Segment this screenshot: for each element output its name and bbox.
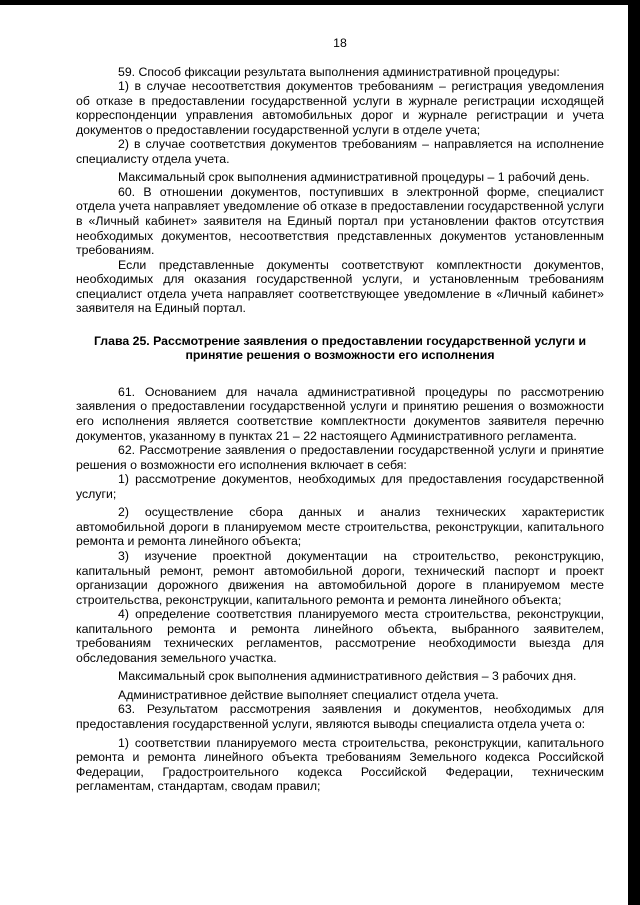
paragraph-62: 62. Рассмотрение заявления о предоставлении государственной услуги и принятие решения о возможности его исполнения включает в себя: [76, 443, 604, 472]
paragraph-59-max-term: Максимальный срок выполнения административной процедуры – 1 рабочий день. [118, 170, 590, 185]
paragraph-59-item-1: 1) в случае несоответствия документов требованиям – регистрация уведомления об отказе в предоставлении государственной услуги в журнале регистрации исходящей корреспонденции управления автомобильных дорог и журнале регистрации и учета документов о предоставлении государственной услуги в отделе учета; [76, 79, 604, 137]
paragraph-63-item-1: 1) соответствии планируемого места строительства, реконструкции, капитального ремонта и ремонта линейного объекта требованиям Земельного кодекса Российской Федерации, Градостроительного кодекса Российской Федерации, техническим регламентам, стандартам, сводам правил; [76, 735, 604, 794]
paragraph-62-item-4: 4) определение соответствия планируемого места строительства, реконструкции, капитального ремонта и ремонта линейного объекта, выбранного заявителем, требованиям технических регламентов, рассмотрение необходимости выезда для обследования земельного участка. [76, 607, 604, 665]
paragraph-62-executor: Административное действие выполняет специалист отдела учета. [118, 687, 499, 702]
paragraph-61: 61. Основанием для начала административной процедуры по рассмотрению заявления о предоставлении государственной услуги и принятию решения о возможности его исполнения является соответствие комплектности документов заявителя перечню документов, указанному в пунктах 21 – 22 настоящего Административного регламента. [76, 384, 604, 443]
paragraph-59: 59. Способ фиксации результата выполнения административной процедуры: [118, 64, 560, 79]
chapter-heading-line-2: принятие решения о возможности его исполнения [185, 348, 495, 363]
page-number: 18 [333, 36, 347, 50]
paragraph-60: 60. В отношении документов, поступивших в электронной форме, специалист отдела учета направляет уведомление об отказе в предоставлении государственной услуги в «Личный кабинет» заявителя на Единый портал при установлении фактов отсутствия необходимых документов, несоответствия представленных документов установленным требованиям. [76, 184, 604, 258]
paragraph-59-item-2: 2) в случае соответствия документов требованиям – направляется на исполнение специалисту отдела учета. [76, 137, 604, 166]
paragraph-63: 63. Результатом рассмотрения заявления и документов, необходимых для предоставления государственной услуги, являются выводы специалиста отдела учета о: [76, 702, 604, 731]
scan-edge-right [628, 0, 640, 905]
scan-edge-top [0, 0, 640, 5]
section-top [76, 65, 604, 316]
paragraph-62-max-term: Максимальный срок выполнения административного действия – 3 рабочих дня. [118, 669, 577, 684]
chapter-heading-line-1: Глава 25. Рассмотрение заявления о предоставлении государственной услуги и [93, 333, 587, 348]
section-bottom [76, 385, 604, 794]
document-page [76, 36, 604, 794]
paragraph-60-continuation: Если представленные документы соответствуют комплектности документов, необходимых для оказания государственной услуги, и установленным требованиям специалист отдела учета направляет соответствующее уведомление в «Личный кабинет» заявителя на Единый портал. [76, 257, 604, 316]
paragraph-62-item-3: 3) изучение проектной документации на строительство, реконструкцию, капитальный ремонт, ремонт автомобильной дороги, технический паспорт и проект организации дорожного движения на автомобильной дороге в планируемом месте строительства, реконструкции, капитального ремонта и ремонта линейного объекта; [76, 548, 604, 607]
paragraph-62-item-1: 1) рассмотрение документов, необходимых для предоставления государственной услуги; [76, 472, 604, 501]
paragraph-62-item-2: 2) осуществление сбора данных и анализ технических характеристик автомобильной дороги в планируемом месте строительства, реконструкции, капитального ремонта и ремонта линейного объекта; [76, 505, 604, 549]
chapter-heading [76, 334, 604, 363]
